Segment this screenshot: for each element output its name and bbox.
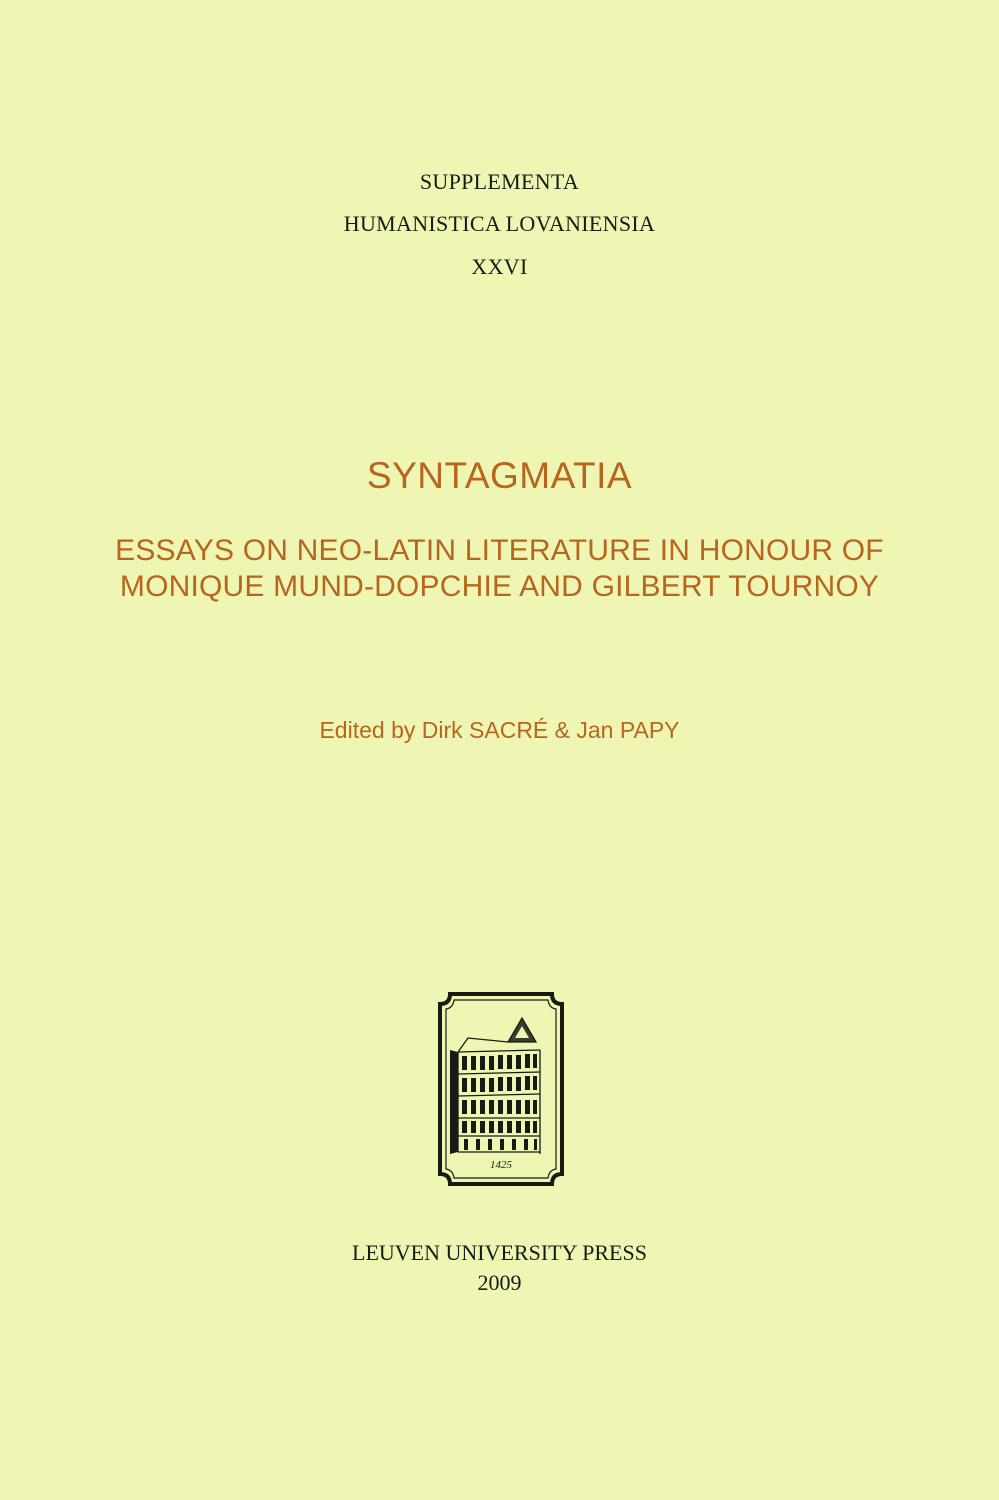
series-volume-number: XXVI: [471, 254, 528, 279]
series-name-line-1: SUPPLEMENTA: [419, 169, 580, 194]
university-building-emblem-icon: [436, 990, 566, 1188]
book-title: SYNTAGMATIA: [366, 455, 633, 496]
emblem-year: 1425: [490, 1159, 512, 1171]
editors-credit: Edited by Dirk SACRÉ & Jan PAPY: [319, 717, 680, 743]
book-subtitle-line-1: ESSAYS ON NEO-LATIN LITERATURE IN HONOUR OF: [115, 534, 884, 567]
book-subtitle-line-2: MONIQUE MUND-DOPCHIE AND GILBERT TOURNOY: [119, 570, 880, 603]
publication-year: 2009: [477, 1270, 522, 1295]
series-name-line-2: HUMANISTICA LOVANIENSIA: [343, 211, 656, 236]
publisher-name: LEUVEN UNIVERSITY PRESS: [352, 1240, 647, 1265]
